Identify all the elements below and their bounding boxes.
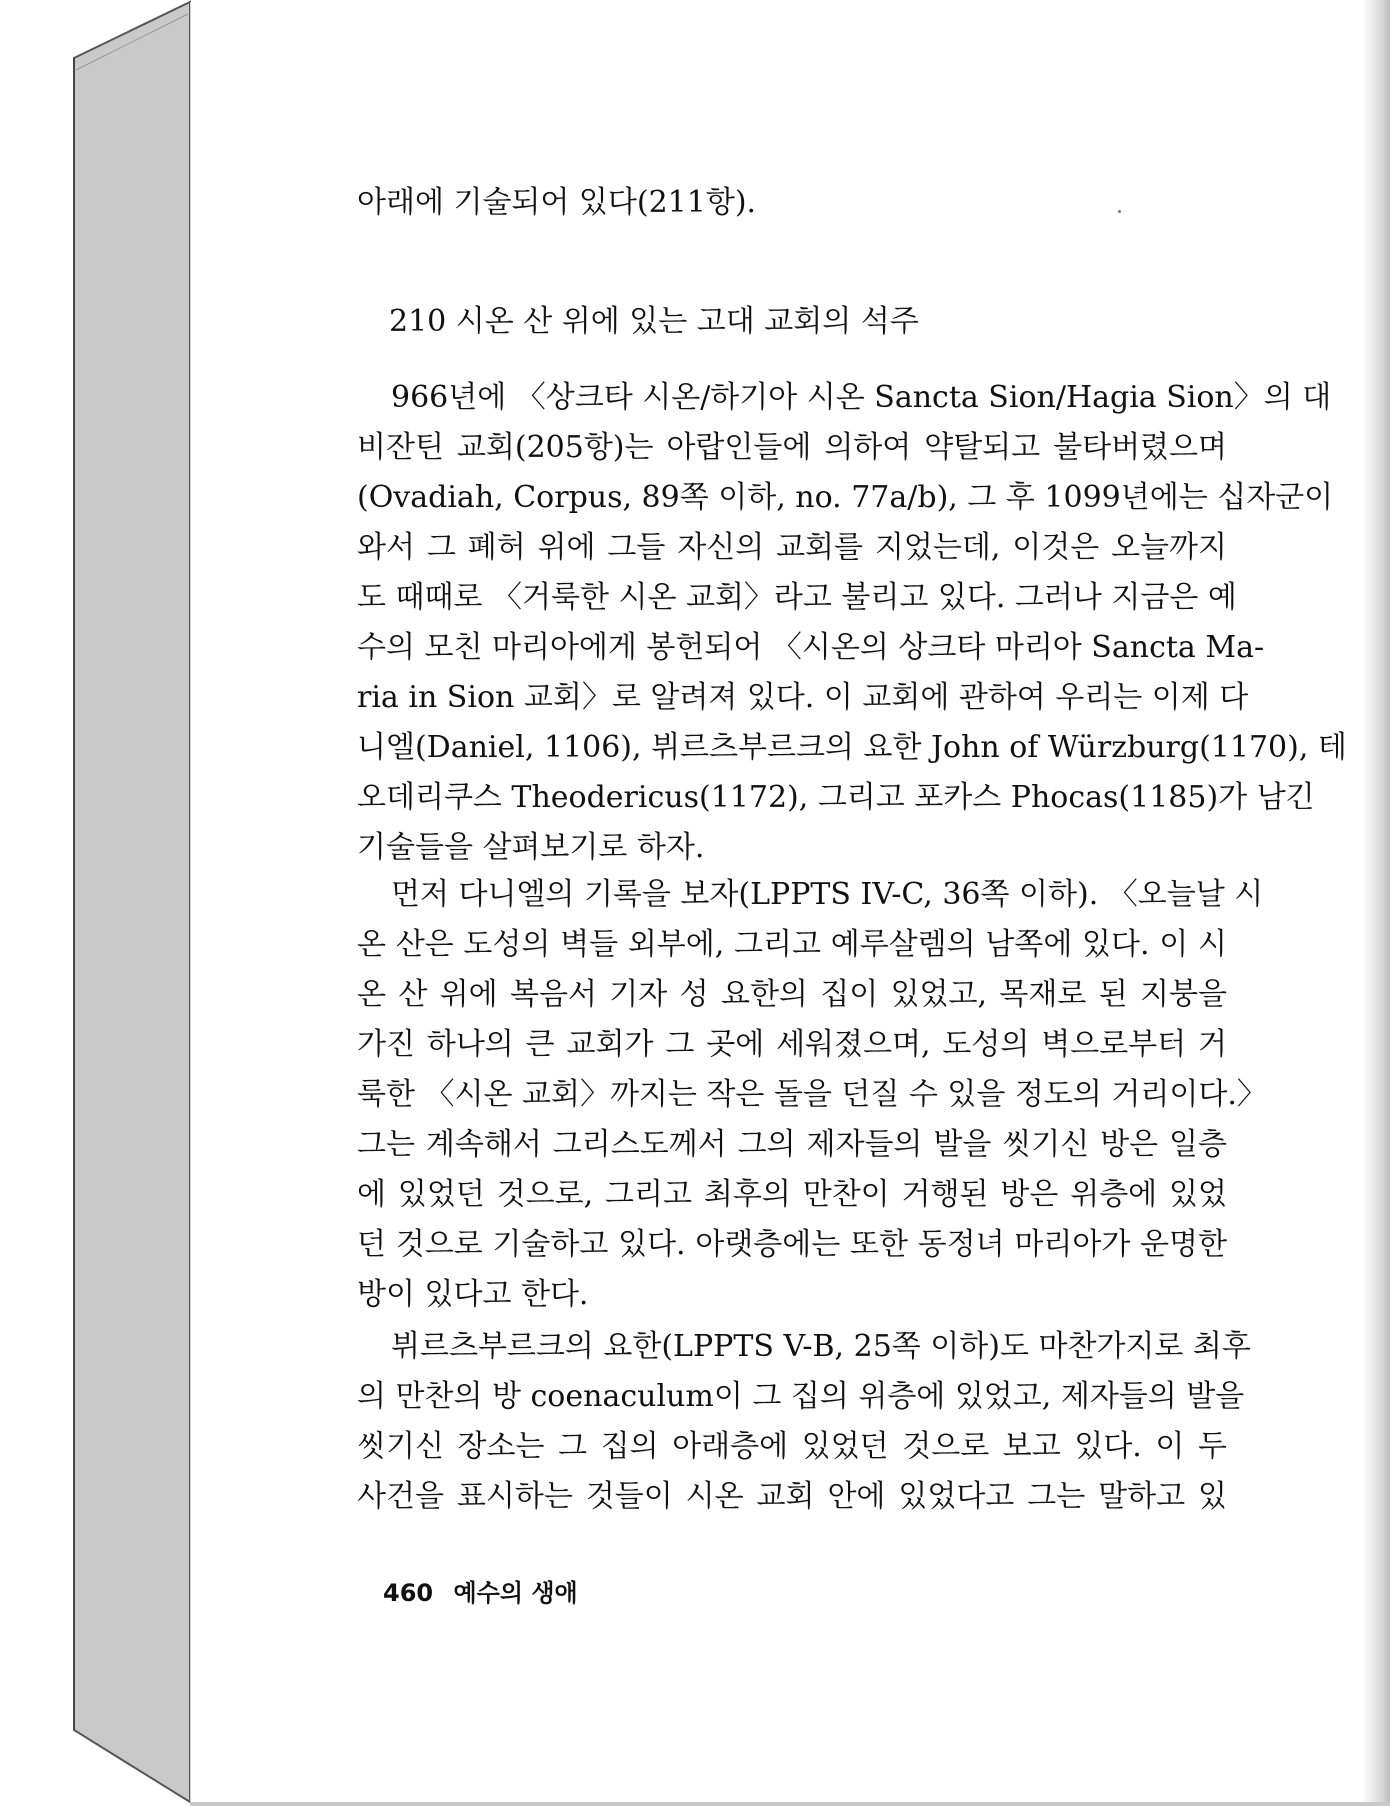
text-line: 먼저 다니엘의 기록을 보자(LPPTS IV-C, 36쪽 이하). 〈오늘날 시 — [391, 877, 1264, 912]
text-line: 와서 그 폐허 위에 그들 자신의 교회를 지었는데, 이것은 오늘까지 — [357, 530, 1227, 565]
text-line: 966년에 〈상크타 시온/하기아 시온 Sancta Sion/Hagia Sion〉의 대 — [391, 380, 1332, 415]
text-line: 뷔르츠부르크의 요한(LPPTS V-B, 25쪽 이하)도 마찬가지로 최후 — [391, 1329, 1251, 1364]
text-line: 에 있었던 것으로, 그리고 최후의 만찬이 거행된 방은 위층에 있었 — [357, 1177, 1227, 1212]
text-line: 룩한 〈시온 교회〉까지는 작은 돌을 던질 수 있을 정도의 거리이다.〉 — [357, 1077, 1267, 1112]
text-line: (Ovadiah, Corpus, 89쪽 이하, no. 77a/b), 그 후 1099년에는 십자군이 — [357, 480, 1334, 515]
text-line: 오데리쿠스 Theodericus(1172), 그리고 포카스 Phocas(1185)가 남긴 — [357, 780, 1315, 815]
text-line: 사건을 표시하는 것들이 시온 교회 안에 있었다고 그는 말하고 있 — [357, 1479, 1227, 1514]
text-line: ria in Sion 교회〉로 알려져 있다. 이 교회에 관하여 우리는 이제 다 — [357, 680, 1249, 715]
text-line: 니엘(Daniel, 1106), 뷔르츠부르크의 요한 John of Würzburg(1170), 테 — [357, 730, 1347, 765]
page-number: 460 — [383, 1579, 434, 1607]
text-line: 온 산은 도성의 벽들 외부에, 그리고 예루살렘의 남쪽에 있다. 이 시 — [357, 927, 1227, 962]
text-line: 온 산 위에 복음서 기자 성 요한의 집이 있었고, 목재로 된 지붕을 — [357, 977, 1227, 1012]
text-line: 아래에 기술되어 있다(211항). — [357, 185, 757, 220]
text-line: 비잔틴 교회(205항)는 아랍인들에 의하여 약탈되고 불타버렸으며 — [357, 430, 1227, 465]
text-line: 가진 하나의 큰 교회가 그 곳에 세워졌으며, 도성의 벽으로부터 거 — [357, 1027, 1227, 1062]
text-line: 도 때때로 〈거룩한 시온 교회〉라고 불리고 있다. 그러나 지금은 예 — [357, 580, 1237, 615]
text-line: 기술들을 살펴보기로 하자. — [357, 830, 705, 865]
page-right-edge-shadow — [1362, 0, 1390, 1806]
page-bottom-edge — [190, 1802, 1390, 1806]
text-line: 방이 있다고 한다. — [357, 1277, 589, 1312]
text-line: 던 것으로 기술하고 있다. 아랫층에는 또한 동정녀 마리아가 운명한 — [357, 1227, 1227, 1262]
section-heading: 210 시온 산 위에 있는 고대 교회의 석주 — [389, 304, 919, 339]
text-line: 그는 계속해서 그리스도께서 그의 제자들의 발을 씻기신 방은 일층 — [357, 1127, 1227, 1162]
text-line: 의 만찬의 방 coenaculum이 그 집의 위층에 있었고, 제자들의 발을 — [357, 1379, 1245, 1414]
running-title: 예수의 생애 — [453, 1579, 578, 1607]
text-line: 수의 모친 마리아에게 봉헌되어 〈시온의 상크타 마리아 Sancta Ma- — [357, 630, 1265, 665]
text-line: 씻기신 장소는 그 집의 아래층에 있었던 것으로 보고 있다. 이 두 — [357, 1429, 1227, 1464]
page-footer — [383, 1573, 578, 1608]
book-spine — [0, 0, 195, 1806]
